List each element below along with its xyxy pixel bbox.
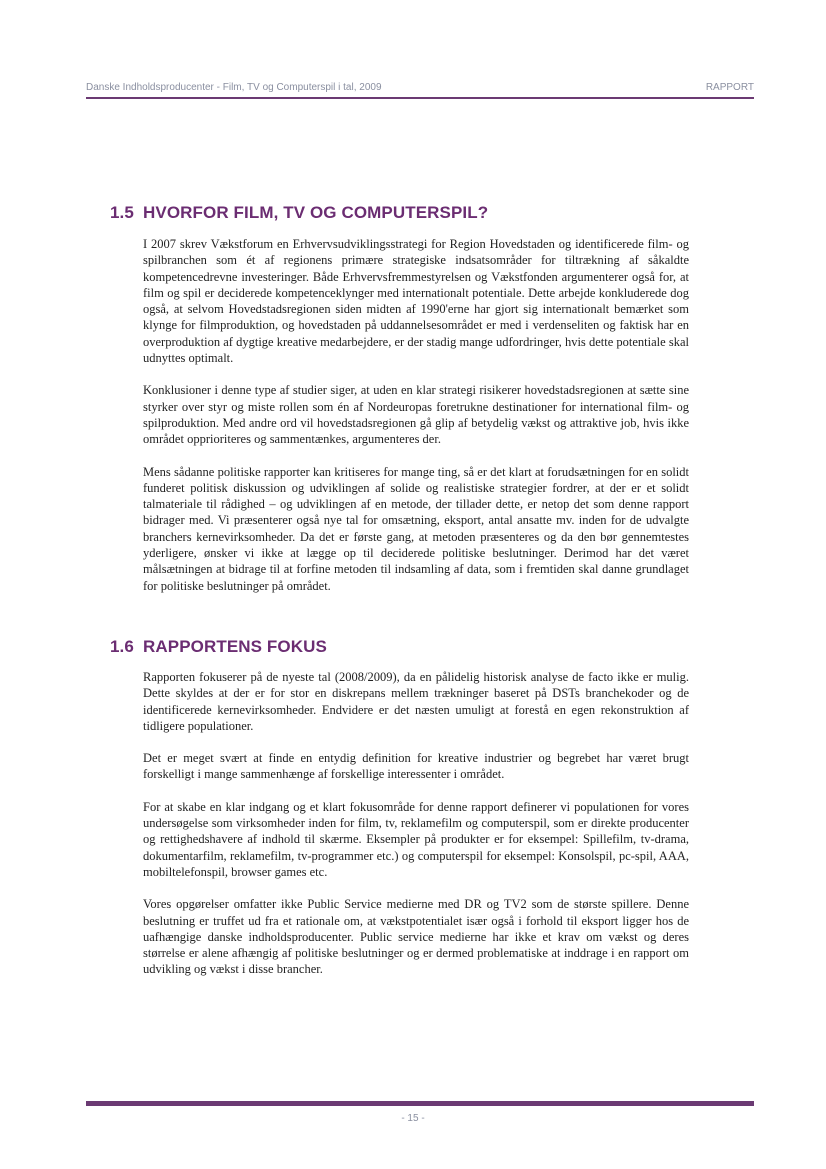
page-number: - 15 -	[401, 1113, 425, 1124]
paragraph: For at skabe en klar indgang og et klart fokusområde for denne rapport definerer vi populationen for vores undersøgelse som virksomheder inden for film, tv, reklamefilm og computerspil, som er direkte producenter og rettighedshavere af indhold til skærme. Eksempler på produkter er for eksempel: Spillefilm, tv-drama, dokumentarfilm, reklamefilm, tv-programmer etc.) og computerspil for eksempel: Konsolspil, pc-spil, AAA, mobiltelefonspil, browser games etc.	[143, 799, 689, 879]
section-body-1-5	[143, 236, 689, 610]
section-number: 1.5	[110, 203, 134, 222]
paragraph: Mens sådanne politiske rapporter kan kritiseres for mange ting, så er det klart at forudsætningen for en solidt funderet politisk diskussion og udviklingen af solide og realistiske strategier fordrer, at der er et solidt talmateriale til rådighed – og udviklingen af en metode, der tillader dette, er netop det som denne rapport bidrager med. Vi præsenterer også nye tal for omsætning, eksport, antal ansatte mv. inden for de udvalgte branchers kernevirksomheder. Da det er første gang, at metoden præsenteres og da den bør gennemtestes yderligere, ønsker vi ikke at lægge op til deciderede politiske beslutninger. Derimod har det været målsætningen at bidrage til at forfine metoden til indsamling af data, som i fremtiden skal danne grundlaget for politiske beslutninger på området.	[143, 464, 689, 593]
section-heading-1-6	[110, 637, 327, 657]
header-title: Danske Indholdsproducenter - Film, TV og Computerspil i tal, 2009	[86, 82, 382, 93]
section-number: 1.6	[110, 637, 134, 656]
header-rule	[86, 97, 754, 99]
paragraph: Konklusioner i denne type af studier siger, at uden en klar strategi risikerer hovedstadsregionen at sætte sine styrker over styr og miste rollen som én af Nordeuropas foretrukne destinationer for international film- og spilproduktion. Med andre ord vil hovedstadsregionen gå glip af betydelig vækst og attraktive job, hvis ikke området opprioriteres og sammentænkes, argumenteres der.	[143, 383, 689, 447]
footer-rule	[86, 1101, 754, 1106]
section-title: RAPPORTENS FOKUS	[143, 637, 327, 656]
section-heading-1-5	[110, 203, 488, 223]
paragraph: Vores opgørelser omfatter ikke Public Service medierne med DR og TV2 som de største spillere. Denne beslutning er truffet ud fra et rationale om, at vækstpotentialet især også i forhold til eksport ligger hos de uafhængige danske indholdsproducenter. Public service medierne har ikke et krav om vækst og deres størrelse er alene afhængig af politiske beslutninger og er dermed problematiske at inddrage i en rapport om udvikling og vækst i disse brancher.	[143, 897, 689, 977]
paragraph: I 2007 skrev Vækstforum en Erhvervsudviklingsstrategi for Region Hovedstaden og identificerede film- og spilbranchen som ét af regionens primære strategiske indsatsområder for tiltrækning af såkaldte kompetencedrevne investeringer. Både Erhvervsfremmestyrelsen og Vækstfonden argumenterer også for, at film og spil er deciderede kompetenceklynger med internationalt potentiale. Dette arbejde konkluderede dog også, at selvom Hovedstadsregionen siden midten af 1990'erne har gjort sig internationalt bemærket som klynge for filmproduktion, og hovedstaden på uddannelsesområdet er med i verdenseliten og faktisk har en overproduktion af dygtige kreative medarbejdere, er der stadig mange udfordringer, hvis dette potentiale skal udnyttes optimalt.	[143, 237, 689, 366]
paragraph: Det er meget svært at finde en entydig definition for kreative industrier og begrebet har været brugt forskelligt i mange sammenhænge af forskellige interessenter i området.	[143, 751, 689, 782]
running-header	[86, 82, 754, 93]
header-label: RAPPORT	[705, 82, 754, 93]
section-title: HVORFOR FILM, TV OG COMPUTERSPIL?	[143, 203, 489, 222]
section-body-1-6	[143, 669, 689, 994]
paragraph: Rapporten fokuserer på de nyeste tal (2008/2009), da en pålidelig historisk analyse de facto ikke er mulig. Dette skyldes at der er for stor en diskrepans mellem trækninger baseret på DSTs branchekoder og de identificerede kernevirksomheder. Endvidere er det næsten umuligt at forestå en egen rekonstruktion af tidligere populationer.	[143, 670, 689, 733]
